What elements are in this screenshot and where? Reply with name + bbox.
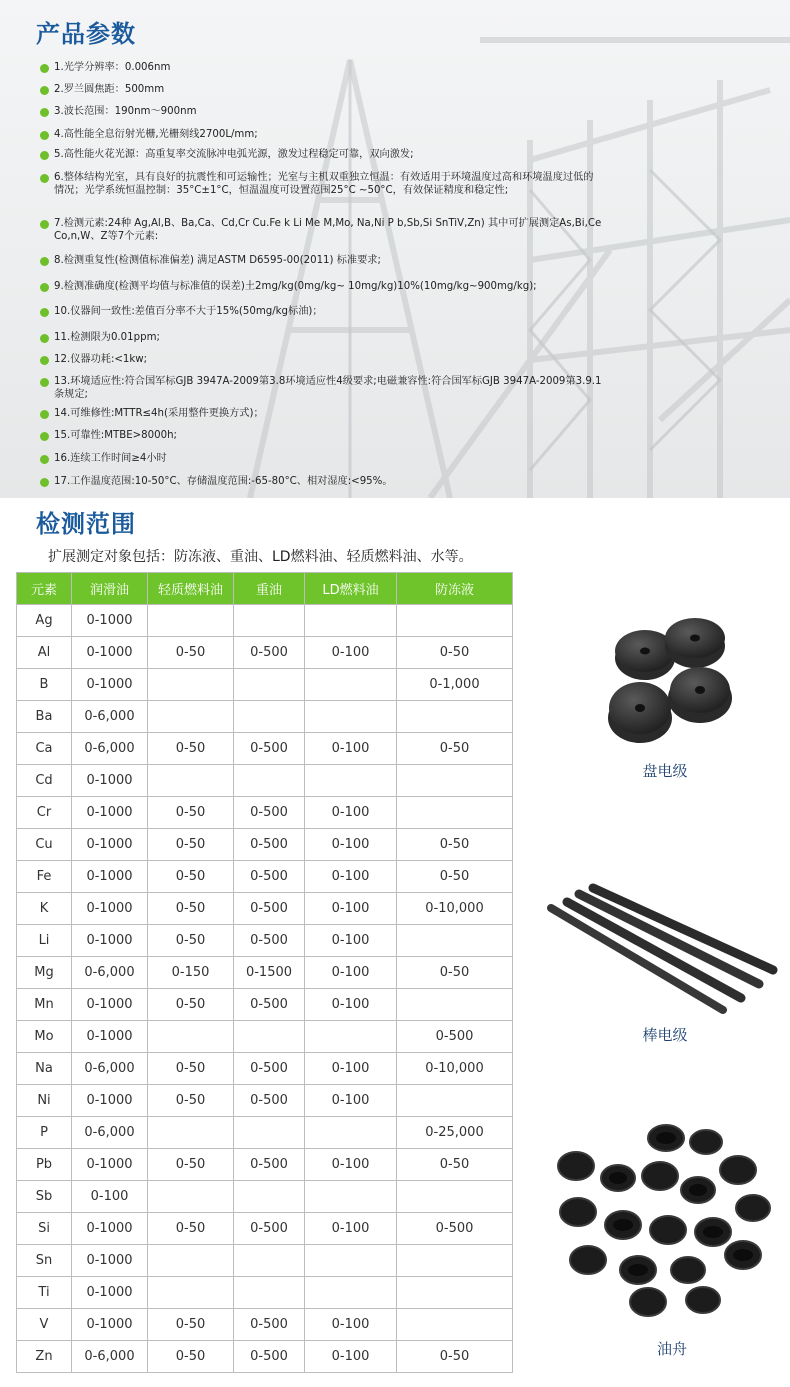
range-cell: [397, 1245, 513, 1277]
element-cell: Ca: [17, 733, 72, 765]
range-cell: [397, 925, 513, 957]
range-cell: 0-50: [148, 733, 234, 765]
disc-electrode-icon: [600, 618, 750, 748]
range-cell: 0-1000: [72, 797, 148, 829]
range-cell: 0-50: [397, 957, 513, 989]
bullet-dot-icon: [40, 432, 49, 441]
header-cell: 重油: [234, 573, 305, 605]
table-row: [17, 925, 513, 957]
list-item: 2.罗兰圆焦距：500mm: [40, 84, 602, 97]
range-cell: 0-6,000: [72, 1341, 148, 1373]
range-cell: 0-1000: [72, 1149, 148, 1181]
element-cell: P: [17, 1117, 72, 1149]
range-cell: [148, 765, 234, 797]
range-cell: 0-50: [397, 733, 513, 765]
range-cell: [397, 765, 513, 797]
range-cell: [234, 765, 305, 797]
range-cell: 0-1000: [72, 1309, 148, 1341]
element-cell: Al: [17, 637, 72, 669]
range-cell: 0-50: [397, 1341, 513, 1373]
range-cell: [305, 1117, 397, 1149]
range-cell: 0-100: [305, 1149, 397, 1181]
table-row: [17, 669, 513, 701]
table-row: [17, 861, 513, 893]
range-cell: 0-50: [148, 861, 234, 893]
range-cell: 0-50: [148, 925, 234, 957]
range-cell: [234, 1117, 305, 1149]
range-cell: 0-500: [234, 989, 305, 1021]
range-cell: 0-100: [305, 1053, 397, 1085]
header-cell: 防冻液: [397, 573, 513, 605]
table-row: [17, 1277, 513, 1309]
range-cell: [397, 797, 513, 829]
bullet-dot-icon: [40, 108, 49, 117]
list-item: 16.连续工作时间≥4小时: [40, 453, 602, 466]
header-cell: 润滑油: [72, 573, 148, 605]
header-cell: LD燃料油: [305, 573, 397, 605]
list-item: 11.检测限为0.01ppm;: [40, 332, 602, 345]
element-cell: Li: [17, 925, 72, 957]
list-item: 10.仪器间一致性:差值百分率不大于15%(50mg/kg标油)；: [40, 306, 602, 319]
range-cell: 0-50: [148, 1149, 234, 1181]
bullet-dot-icon: [40, 455, 49, 464]
bullet-dot-icon: [40, 283, 49, 292]
range-cell: 0-1000: [72, 861, 148, 893]
table-row: [17, 733, 513, 765]
table-row: [17, 797, 513, 829]
bullet-dot-icon: [40, 174, 49, 183]
range-cell: 0-50: [397, 861, 513, 893]
element-cell: Sb: [17, 1181, 72, 1213]
list-item: 9.检测准确度(检测平均值与标准值的误差)土2mg/kg(0mg/kg~ 10mg/kg)10%(10mg/kg~900mg/kg);: [40, 281, 602, 294]
range-cell: [234, 1277, 305, 1309]
range-cell: 0-100: [305, 989, 397, 1021]
range-cell: 0-500: [234, 1085, 305, 1117]
range-cell: [397, 1277, 513, 1309]
range-cell: 0-6,000: [72, 701, 148, 733]
range-cell: 0-150: [148, 957, 234, 989]
element-cell: Ti: [17, 1277, 72, 1309]
range-cell: 0-10,000: [397, 1053, 513, 1085]
range-cell: 0-500: [234, 733, 305, 765]
element-cell: Mn: [17, 989, 72, 1021]
list-item: 6.整体结构光室，具有良好的抗震性和可运输性；光室与主机双重独立恒温：有效适用于环境温度过高和环境温度过低的情况；光学系统恒温控制：35°C±1°C，恒温温度可设置范围25°C ~50°C，有效保证精度和稳定性;: [40, 172, 602, 197]
industrial-background-image: [230, 0, 790, 498]
rod-electrode-icon: [545, 880, 780, 1020]
range-cell: [148, 1181, 234, 1213]
element-cell: Si: [17, 1213, 72, 1245]
table-header-row: [17, 573, 513, 605]
list-item: 14.可维修性:MTTR≤4h(采用整件更换方式)；: [40, 408, 602, 421]
table-row: [17, 701, 513, 733]
element-cell: Mg: [17, 957, 72, 989]
range-cell: [397, 1085, 513, 1117]
element-cell: V: [17, 1309, 72, 1341]
header-cell: 元素: [17, 573, 72, 605]
range-cell: 0-6,000: [72, 957, 148, 989]
range-cell: 0-100: [305, 957, 397, 989]
element-cell: Sn: [17, 1245, 72, 1277]
bullet-dot-icon: [40, 356, 49, 365]
range-cell: 0-500: [234, 829, 305, 861]
table-row: [17, 1245, 513, 1277]
range-cell: 0-500: [234, 1053, 305, 1085]
list-item: 3.波长范围：190nm～900nm: [40, 106, 602, 119]
range-cell: 0-1000: [72, 605, 148, 637]
params-title: 产品参数: [36, 20, 136, 48]
element-cell: K: [17, 893, 72, 925]
table-row: [17, 829, 513, 861]
range-cell: 0-50: [148, 893, 234, 925]
element-cell: Ba: [17, 701, 72, 733]
range-cell: [234, 669, 305, 701]
list-item: 4.高性能全息衍射光栅,光栅刻线2700L/mm;: [40, 129, 602, 142]
range-cell: [397, 1309, 513, 1341]
table-body: [17, 605, 513, 1373]
table-row: [17, 989, 513, 1021]
bullet-dot-icon: [40, 334, 49, 343]
range-cell: 0-500: [234, 925, 305, 957]
list-item: 7.检测元素:24种 Ag,Al,B、Ba,Ca、Cd,Cr Cu.Fe k Li Me M,Mo, Na,Ni P b,Sb,Si SnTiV,Zn) 其中可扩展测定As,Bi,Ce Co,n,W、Z等7个元素:: [40, 218, 602, 243]
table-row: [17, 1149, 513, 1181]
element-cell: Mo: [17, 1021, 72, 1053]
element-cell: Cd: [17, 765, 72, 797]
range-cell: 0-50: [148, 1085, 234, 1117]
list-item: 8.检测重复性(检测值标准偏差) 满足ASTM D6595-00(2011) 标准要求;: [40, 255, 602, 268]
bullet-dot-icon: [40, 378, 49, 387]
range-cell: 0-500: [234, 1309, 305, 1341]
range-cell: 0-6,000: [72, 733, 148, 765]
range-cell: 0-50: [148, 1341, 234, 1373]
element-cell: Fe: [17, 861, 72, 893]
range-cell: [148, 701, 234, 733]
range-cell: [305, 1181, 397, 1213]
range-cell: [148, 1021, 234, 1053]
table-row: [17, 1341, 513, 1373]
range-cell: [397, 1181, 513, 1213]
range-cell: 0-500: [234, 797, 305, 829]
table-row: [17, 1117, 513, 1149]
range-cell: [305, 605, 397, 637]
range-cell: [148, 1117, 234, 1149]
element-cell: Cu: [17, 829, 72, 861]
list-item: 1.光学分辨率：0.006nm: [40, 62, 602, 75]
element-cell: Cr: [17, 797, 72, 829]
range-cell: 0-1500: [234, 957, 305, 989]
range-cell: 0-500: [397, 1021, 513, 1053]
bullet-dot-icon: [40, 257, 49, 266]
list-item: 5.高性能火花光源：高重复率交流脉冲电弧光源，激发过程稳定可靠，双向激发;: [40, 149, 602, 162]
range-cell: [148, 605, 234, 637]
element-cell: Ag: [17, 605, 72, 637]
range-cell: 0-50: [148, 1309, 234, 1341]
range-cell: 0-1000: [72, 925, 148, 957]
bullet-dot-icon: [40, 308, 49, 317]
range-cell: 0-1000: [72, 829, 148, 861]
range-cell: 0-500: [234, 893, 305, 925]
list-item: 17.工作温度范围:10-50°C、存储温度范围:-65-80°C、相对湿度:<95%。: [40, 476, 602, 489]
range-cell: 0-100: [305, 925, 397, 957]
range-cell: [148, 669, 234, 701]
range-cell: 0-1000: [72, 637, 148, 669]
range-cell: 0-1000: [72, 1245, 148, 1277]
table-row: [17, 1053, 513, 1085]
range-cell: 0-6,000: [72, 1117, 148, 1149]
range-cell: [305, 765, 397, 797]
range-cell: 0-500: [234, 861, 305, 893]
table-row: [17, 1213, 513, 1245]
range-cell: 0-10,000: [397, 893, 513, 925]
table-row: [17, 957, 513, 989]
range-cell: [305, 701, 397, 733]
sample-caption-rod: 棒电级: [642, 1026, 688, 1044]
element-cell: Ni: [17, 1085, 72, 1117]
list-item: 15.可靠性:MTBE>8000h;: [40, 430, 602, 443]
list-item: 12.仪器功耗:<1kw;: [40, 354, 602, 367]
params-section: [0, 0, 790, 498]
range-cell: [234, 605, 305, 637]
range-cell: [305, 1245, 397, 1277]
bullet-dot-icon: [40, 478, 49, 487]
oil-boat-icon: [548, 1120, 778, 1320]
sample-caption-oil-boat: 油舟: [656, 1340, 687, 1358]
range-cell: [397, 605, 513, 637]
range-cell: 0-100: [305, 861, 397, 893]
table-row: [17, 637, 513, 669]
range-cell: [148, 1245, 234, 1277]
range-cell: 0-1000: [72, 1277, 148, 1309]
range-cell: 0-500: [234, 1341, 305, 1373]
bullet-dot-icon: [40, 151, 49, 160]
range-cell: 0-25,000: [397, 1117, 513, 1149]
range-cell: 0-50: [148, 829, 234, 861]
table-row: [17, 1021, 513, 1053]
range-cell: 0-1000: [72, 765, 148, 797]
element-cell: Zn: [17, 1341, 72, 1373]
sample-caption-disc: 盘电级: [642, 762, 688, 780]
range-cell: 0-100: [305, 829, 397, 861]
range-cell: 0-100: [305, 797, 397, 829]
range-description: 扩展测定对象包括：防冻液、重油、LD燃料油、轻质燃料油、水等。: [48, 549, 473, 565]
header-cell: 轻质燃料油: [148, 573, 234, 605]
range-cell: [305, 1277, 397, 1309]
table-row: [17, 893, 513, 925]
element-cell: B: [17, 669, 72, 701]
table-row: [17, 1309, 513, 1341]
detection-range-table: [16, 572, 513, 1373]
element-cell: Pb: [17, 1149, 72, 1181]
range-cell: 0-500: [234, 1149, 305, 1181]
range-cell: [234, 1181, 305, 1213]
range-cell: 0-1000: [72, 893, 148, 925]
range-cell: [234, 701, 305, 733]
range-cell: [234, 1245, 305, 1277]
range-cell: 0-50: [397, 1149, 513, 1181]
range-cell: 0-50: [148, 637, 234, 669]
element-cell: Na: [17, 1053, 72, 1085]
range-cell: [397, 989, 513, 1021]
range-cell: [234, 1021, 305, 1053]
range-cell: 0-1000: [72, 669, 148, 701]
list-item: 13.环境适应性:符合国军标GJB 3947A-2009第3.8环境适应性4级要求;电磁兼容性:符合国军标GJB 3947A-2009第3.9.1条规定;: [40, 376, 602, 401]
table-row: [17, 1181, 513, 1213]
table-row: [17, 1085, 513, 1117]
bullet-dot-icon: [40, 64, 49, 73]
range-cell: 0-500: [234, 637, 305, 669]
range-cell: 0-1000: [72, 989, 148, 1021]
range-cell: 0-1000: [72, 1213, 148, 1245]
range-cell: [397, 701, 513, 733]
range-cell: [305, 669, 397, 701]
range-title: 检测范围: [36, 510, 136, 538]
range-cell: 0-100: [305, 733, 397, 765]
table-row: [17, 765, 513, 797]
range-cell: 0-500: [234, 1213, 305, 1245]
range-cell: 0-6,000: [72, 1053, 148, 1085]
range-cell: 0-100: [305, 893, 397, 925]
table-row: [17, 605, 513, 637]
range-cell: 0-100: [305, 1309, 397, 1341]
range-cell: 0-100: [305, 1341, 397, 1373]
bullet-dot-icon: [40, 410, 49, 419]
range-cell: 0-100: [305, 1213, 397, 1245]
range-cell: 0-50: [148, 797, 234, 829]
range-cell: 0-500: [397, 1213, 513, 1245]
range-cell: [305, 1021, 397, 1053]
range-cell: 0-1,000: [397, 669, 513, 701]
bullet-dot-icon: [40, 86, 49, 95]
bullet-dot-icon: [40, 131, 49, 140]
range-cell: 0-50: [397, 829, 513, 861]
bullet-dot-icon: [40, 220, 49, 229]
range-cell: 0-50: [148, 1053, 234, 1085]
range-cell: 0-50: [148, 1213, 234, 1245]
range-cell: 0-50: [148, 989, 234, 1021]
range-cell: 0-50: [397, 637, 513, 669]
range-cell: 0-1000: [72, 1021, 148, 1053]
range-cell: [148, 1277, 234, 1309]
range-cell: 0-100: [72, 1181, 148, 1213]
range-cell: 0-100: [305, 637, 397, 669]
range-cell: 0-1000: [72, 1085, 148, 1117]
range-cell: 0-100: [305, 1085, 397, 1117]
